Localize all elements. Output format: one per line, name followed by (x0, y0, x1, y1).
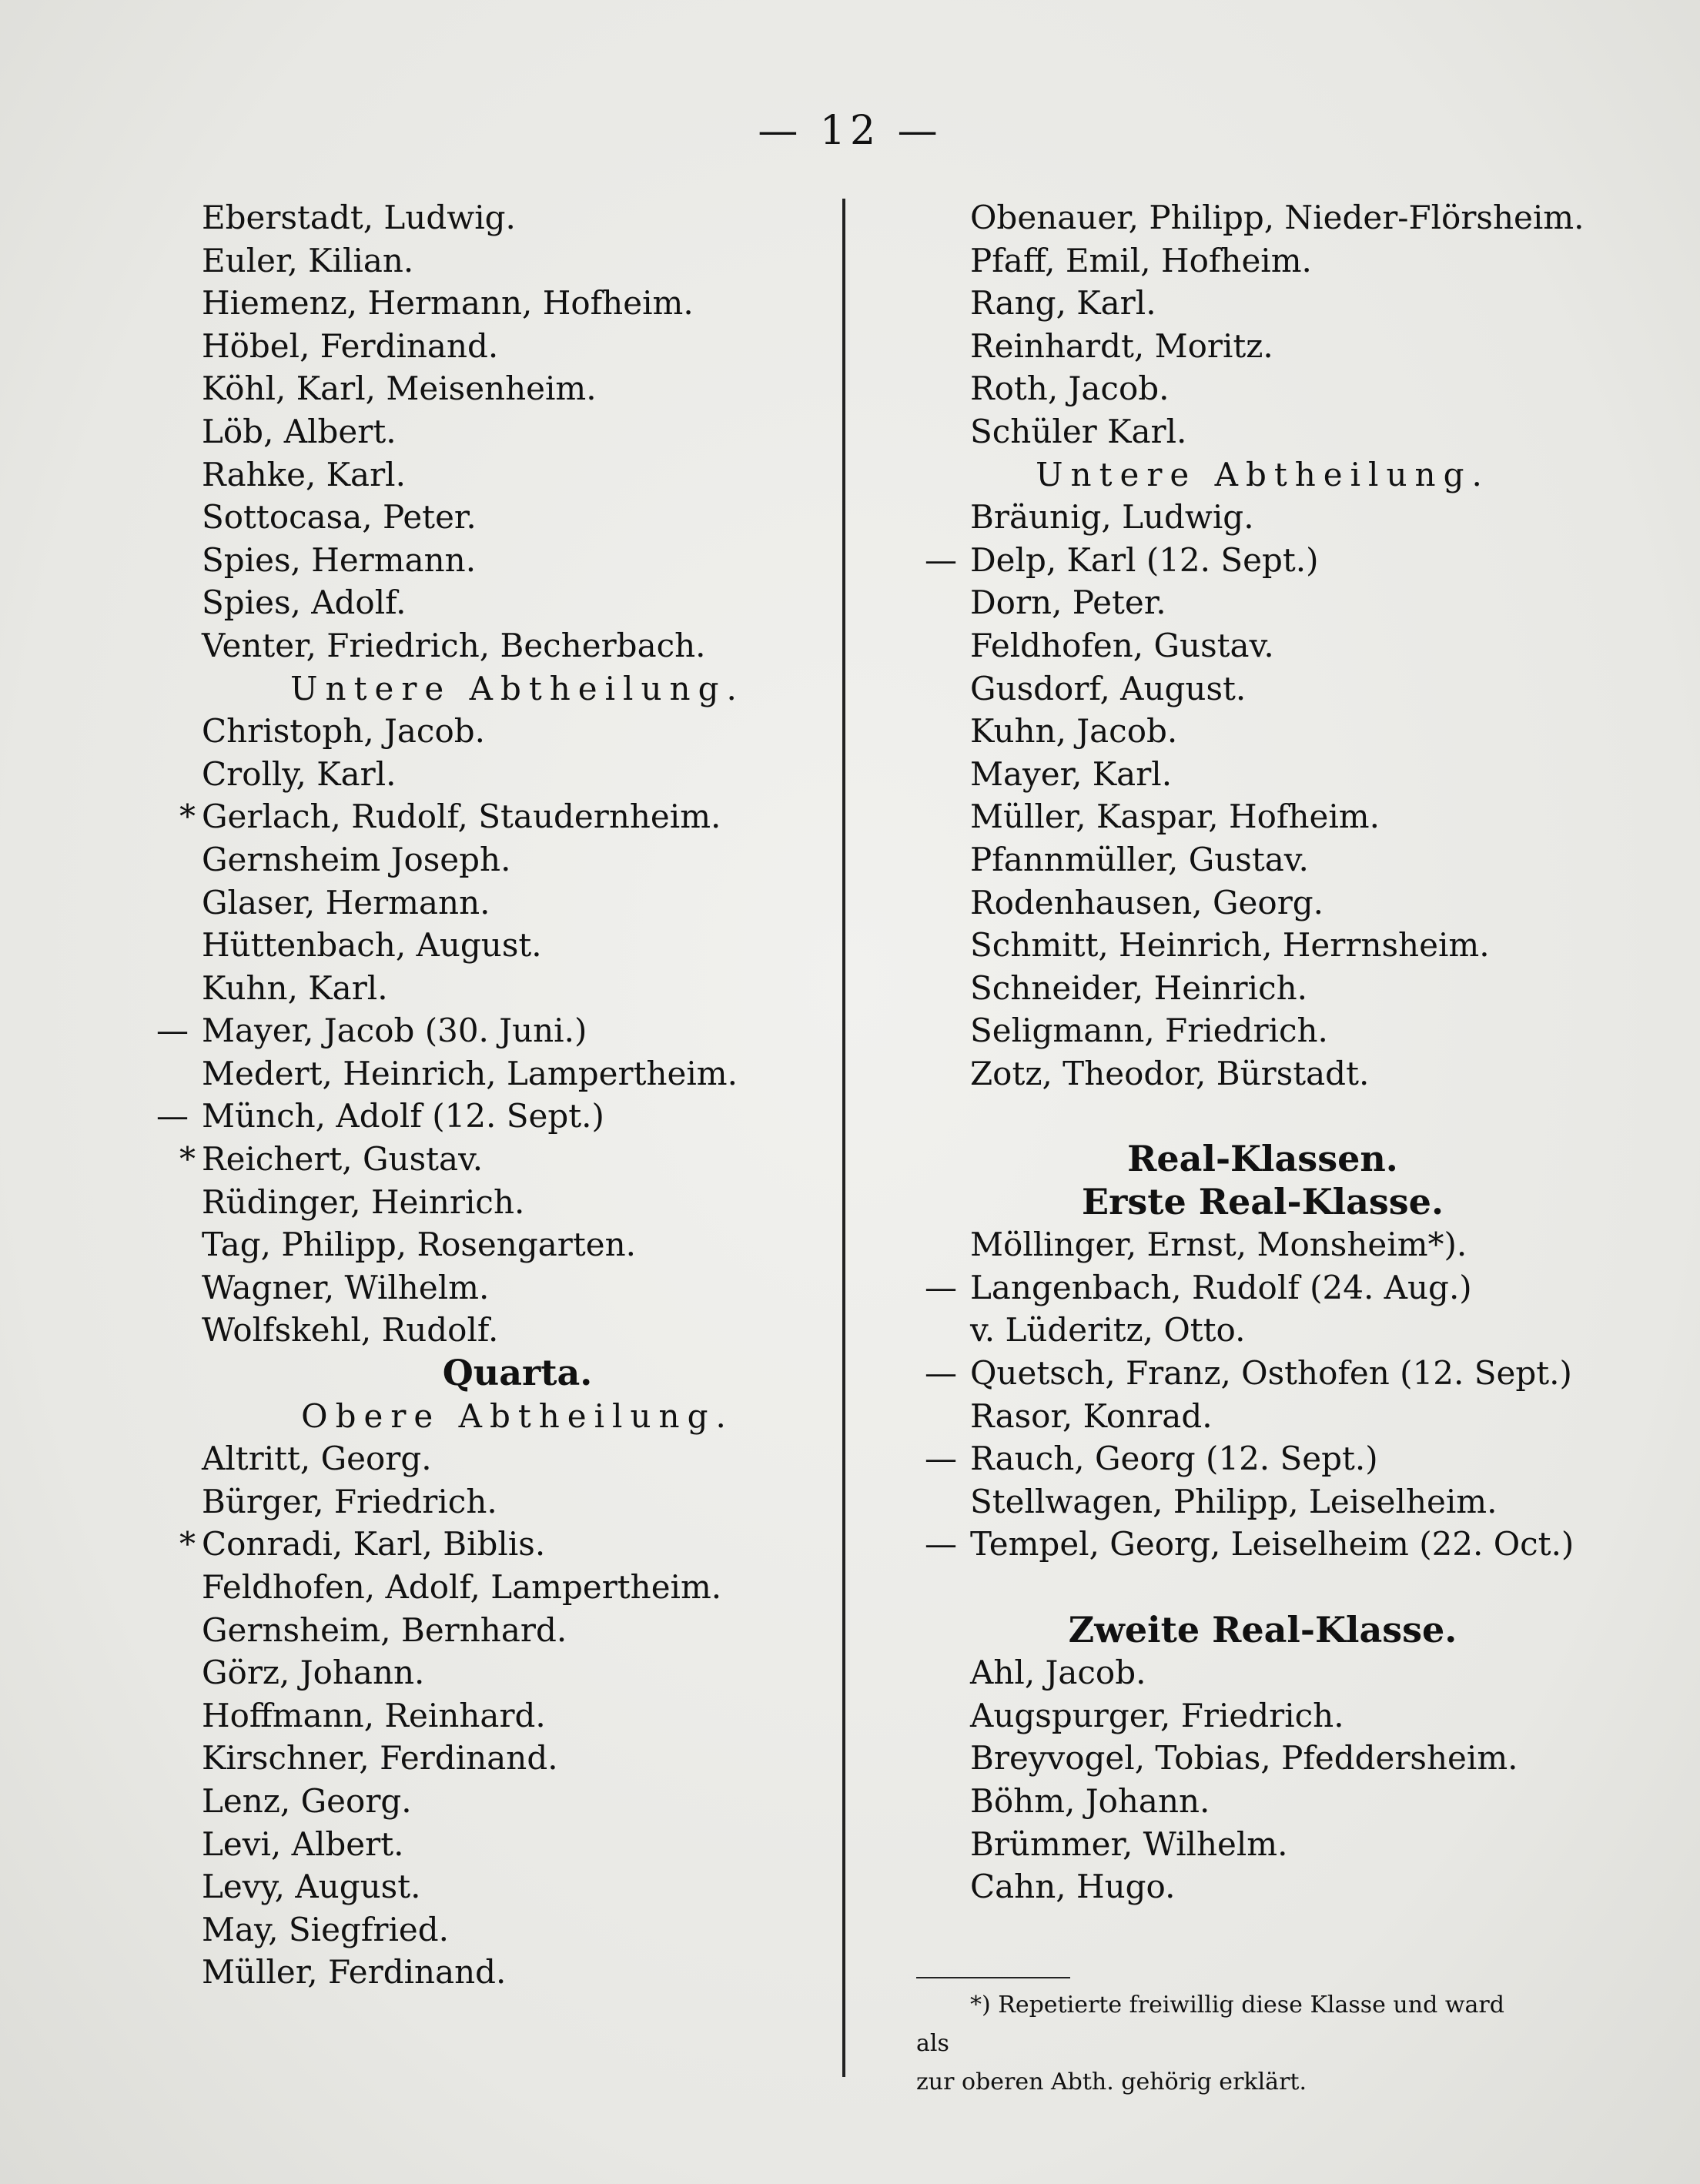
list-item (970, 967, 1555, 1010)
list-item (202, 1694, 833, 1738)
left-column (156, 196, 833, 1994)
entry-text: Gerlach, Rudolf, Staudernheim. (202, 798, 721, 836)
list-item (202, 881, 833, 925)
list-item (970, 1694, 1555, 1738)
list-item (202, 967, 833, 1010)
right-column (925, 196, 1585, 1908)
page-number: — 12 — (758, 108, 942, 154)
list-item (970, 710, 1555, 753)
list-item (202, 1309, 833, 1352)
entry-text: Hoffmann, Reinhard. (202, 1696, 546, 1734)
entry-text: Untere Abtheilung. (1036, 455, 1490, 493)
list-item (970, 1780, 1555, 1823)
list-item (202, 1266, 833, 1309)
list-item (202, 924, 833, 967)
list-item (970, 581, 1555, 624)
list-item (202, 1566, 833, 1609)
section-heading (970, 1138, 1555, 1181)
entry-text: Gernsheim, Bernhard. (202, 1610, 567, 1649)
entry-text: Mayer, Karl. (970, 754, 1173, 793)
list-item (202, 1480, 833, 1523)
entry-text: Wagner, Wilhelm. (202, 1268, 490, 1306)
entry-text: Conradi, Karl, Biblis. (202, 1525, 546, 1564)
entry-text: Hiemenz, Hermann, Hofheim. (202, 284, 694, 323)
list-item (202, 1908, 833, 1952)
list-item (925, 1266, 1555, 1309)
entry-text: Stellwagen, Philipp, Leiselheim. (970, 1482, 1498, 1520)
entry-text: Brümmer, Wilhelm. (970, 1824, 1288, 1863)
entry-text: Hüttenbach, August. (202, 926, 542, 965)
list-item (202, 196, 833, 239)
entry-text: Rüdinger, Heinrich. (202, 1182, 525, 1221)
entry-text: Spies, Hermann. (202, 540, 477, 579)
section-subheading (970, 453, 1555, 497)
entry-text: Rauch, Georg (12. Sept.) (970, 1440, 1378, 1478)
entry-text: Lenz, Georg. (202, 1781, 412, 1820)
list-item (202, 282, 833, 325)
entry-text: Bräunig, Ludwig. (970, 498, 1254, 537)
section-subheading (202, 1395, 833, 1438)
list-item (970, 239, 1555, 283)
entry-text: Ahl, Jacob. (970, 1654, 1146, 1692)
list-item (202, 539, 833, 582)
entry-text: Müller, Kaspar, Hofheim. (970, 798, 1380, 836)
entry-text: Zweite Real-Klasse. (1068, 1608, 1457, 1651)
list-item (970, 1223, 1555, 1266)
entry-text: Altritt, Georg. (202, 1440, 432, 1478)
list-item (202, 367, 833, 410)
spacer (970, 1566, 1555, 1609)
entry-text: Sottocasa, Peter. (202, 498, 477, 537)
list-item (202, 410, 833, 453)
entry-text: Tag, Philipp, Rosengarten. (202, 1226, 636, 1264)
entry-text: Schüler Karl. (970, 412, 1187, 450)
section-heading (970, 1609, 1555, 1652)
list-item (970, 753, 1555, 796)
list-item (970, 1309, 1555, 1352)
entry-text: Breyvogel, Tobias, Pfeddersheim. (970, 1739, 1518, 1778)
list-item (202, 1223, 833, 1266)
section-heading (202, 1352, 833, 1395)
entry-text: Reinhardt, Moritz. (970, 326, 1273, 365)
entry-text: Crolly, Karl. (202, 754, 397, 793)
list-item (970, 196, 1585, 239)
list-item (925, 1352, 1572, 1395)
list-item (970, 838, 1555, 881)
list-item (202, 1052, 833, 1095)
list-item (970, 1009, 1555, 1052)
entry-text: Feldhofen, Gustav. (970, 626, 1274, 664)
entry-text: Spies, Adolf. (202, 584, 407, 622)
entry-text: Kirschner, Ferdinand. (202, 1739, 558, 1778)
list-item (202, 581, 833, 624)
list-item (970, 881, 1555, 925)
list-item (202, 1823, 833, 1866)
entry-text: Köhl, Karl, Meisenheim. (202, 370, 597, 408)
entry-text: Kuhn, Karl. (202, 968, 388, 1007)
list-item (202, 1609, 833, 1652)
entry-text: Münch, Adolf (12. Sept.) (202, 1097, 604, 1135)
entry-text: Gusdorf, August. (970, 669, 1247, 707)
list-item (202, 838, 833, 881)
list-item (970, 795, 1555, 838)
entry-text: Dorn, Peter. (970, 584, 1166, 622)
entry-text: Roth, Jacob. (970, 370, 1170, 408)
list-item (156, 1095, 833, 1138)
list-item (925, 1437, 1555, 1480)
dash-marker: — (925, 1440, 957, 1478)
list-item (202, 1181, 833, 1224)
entry-text: Wolfskehl, Rudolf. (202, 1311, 499, 1350)
entry-text: Kuhn, Jacob. (970, 712, 1178, 751)
list-item (179, 1523, 833, 1566)
footnote-line-1: *) Repetierte freiwillig diese Klasse und ward als (916, 1992, 1504, 2057)
entry-text: Medert, Heinrich, Lampertheim. (202, 1054, 738, 1092)
footnote (916, 1986, 1540, 2102)
list-item (925, 539, 1555, 582)
entry-text: Levy, August. (202, 1868, 421, 1906)
entry-text: Gernsheim Joseph. (202, 840, 511, 878)
list-item (970, 1052, 1555, 1095)
entry-text: Obenauer, Philipp, Nieder-Flörsheim. (970, 199, 1585, 236)
list-item (202, 753, 833, 796)
list-item (970, 924, 1555, 967)
dash-marker: — (925, 1525, 957, 1564)
entry-text: Möllinger, Ernst, Monsheim*). (970, 1226, 1467, 1264)
entry-text: Pfaff, Emil, Hofheim. (970, 241, 1312, 279)
list-item (156, 1009, 833, 1052)
entry-text: Löb, Albert. (202, 412, 397, 450)
asterisk-marker: * (179, 798, 196, 836)
entry-text: Feldhofen, Adolf, Lampertheim. (202, 1568, 722, 1606)
entry-text: Reichert, Gustav. (202, 1140, 484, 1179)
list-item (970, 1395, 1555, 1438)
list-item (970, 410, 1555, 453)
dash-marker: — (925, 1354, 957, 1393)
entry-text: Rasor, Konrad. (970, 1396, 1213, 1435)
entry-text: Langenbach, Rudolf (24. Aug.) (970, 1268, 1472, 1306)
dash-marker: — (156, 1012, 189, 1050)
entry-text: Erste Real-Klasse. (1082, 1180, 1444, 1222)
entry-text: Cahn, Hugo. (970, 1868, 1176, 1906)
entry-text: Schmitt, Heinrich, Herrnsheim. (970, 926, 1490, 965)
list-item (970, 624, 1555, 667)
list-item (179, 795, 833, 838)
entry-text: May, Siegfried. (202, 1910, 449, 1948)
entry-text: Christoph, Jacob. (202, 712, 485, 751)
list-item (202, 710, 833, 753)
list-item (202, 1780, 833, 1823)
list-item (970, 1651, 1555, 1694)
entry-text: Augspurger, Friedrich. (970, 1696, 1344, 1734)
list-item (202, 1951, 833, 1994)
column-divider (842, 199, 845, 2077)
list-item (202, 624, 833, 667)
section-heading (970, 1181, 1555, 1224)
list-item (970, 1480, 1555, 1523)
dash-marker: — (925, 540, 957, 579)
entry-text: v. Lüderitz, Otto. (970, 1311, 1246, 1350)
list-item (970, 367, 1555, 410)
entry-text: Euler, Kilian. (202, 241, 414, 279)
list-item (202, 496, 833, 539)
list-item (970, 325, 1555, 368)
entry-text: Pfannmüller, Gustav. (970, 840, 1309, 878)
entry-text: Mayer, Jacob (30. Juni.) (202, 1012, 587, 1050)
entry-text: Untere Abtheilung. (290, 669, 745, 707)
entry-text: Bürger, Friedrich. (202, 1482, 497, 1520)
entry-text: Görz, Johann. (202, 1654, 425, 1692)
list-item (202, 1651, 833, 1694)
spacer (970, 1095, 1555, 1138)
list-item (202, 325, 833, 368)
entry-text: Glaser, Hermann. (202, 883, 490, 921)
list-item (970, 1823, 1555, 1866)
list-item (202, 1437, 833, 1480)
entry-text: Schneider, Heinrich. (970, 968, 1307, 1007)
entry-text: Delp, Karl (12. Sept.) (970, 540, 1319, 579)
list-item (202, 1737, 833, 1780)
entry-text: Böhm, Johann. (970, 1781, 1210, 1820)
dash-marker: — (156, 1097, 189, 1135)
list-item (970, 1737, 1555, 1780)
list-item (179, 1138, 833, 1181)
dash-marker: — (925, 1268, 957, 1306)
entry-text: Levi, Albert. (202, 1824, 404, 1863)
entry-text: Quarta. (442, 1352, 593, 1394)
entry-text: Müller, Ferdinand. (202, 1953, 507, 1992)
asterisk-marker: * (179, 1140, 196, 1179)
asterisk-marker: * (179, 1525, 196, 1564)
list-item (970, 667, 1555, 711)
list-item (202, 453, 833, 497)
entry-text: Höbel, Ferdinand. (202, 326, 499, 365)
entry-text: Obere Abtheilung. (301, 1396, 734, 1435)
list-item (202, 1865, 833, 1908)
section-subheading (202, 667, 833, 711)
footnote-rule (916, 1977, 1070, 1978)
entry-text: Rodenhausen, Georg. (970, 883, 1324, 921)
footnote-line-2: zur oberen Abth. gehörig erklärt. (916, 2069, 1307, 2095)
entry-text: Rang, Karl. (970, 284, 1156, 323)
entry-text: Venter, Friedrich, Becherbach. (202, 626, 706, 664)
list-item (970, 496, 1555, 539)
entry-text: Quetsch, Franz, Osthofen (12. Sept.) (970, 1354, 1572, 1393)
entry-text: Zotz, Theodor, Bürstadt. (970, 1054, 1370, 1092)
entry-text: Rahke, Karl. (202, 455, 406, 493)
list-item (925, 1523, 1575, 1566)
entry-text: Eberstadt, Ludwig. (202, 199, 516, 236)
list-item (970, 1865, 1555, 1908)
entry-text: Real-Klassen. (1127, 1138, 1398, 1180)
entry-text: Tempel, Georg, Leiselheim (22. Oct.) (970, 1525, 1575, 1564)
entry-text: Seligmann, Friedrich. (970, 1012, 1328, 1050)
list-item (202, 239, 833, 283)
list-item (970, 282, 1555, 325)
